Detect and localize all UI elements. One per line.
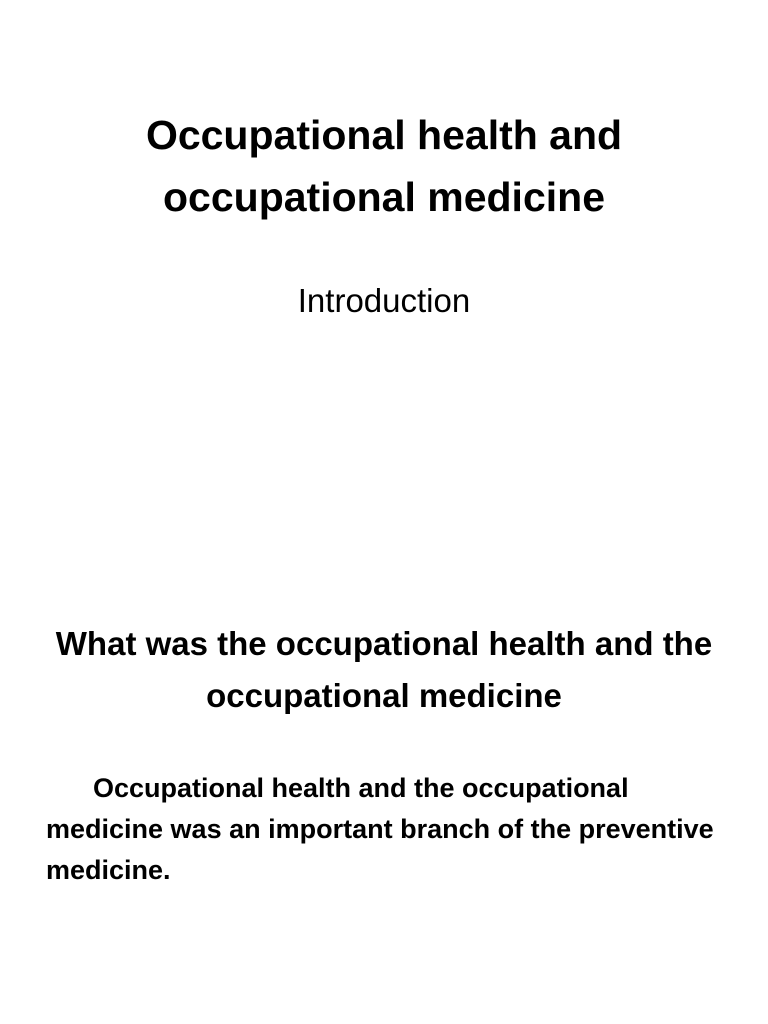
slide-1-subtitle: Introduction bbox=[297, 282, 471, 319]
slide-1-title: Occupational health and occupational medicine bbox=[145, 112, 623, 220]
slide-2 bbox=[0, 512, 768, 1024]
slide-2-title: What was the occupational health and the occupational medicine bbox=[55, 625, 713, 714]
slide-2-body: Occupational health and the occupational medicine was an important branch of the preventive medicine. bbox=[46, 773, 714, 885]
